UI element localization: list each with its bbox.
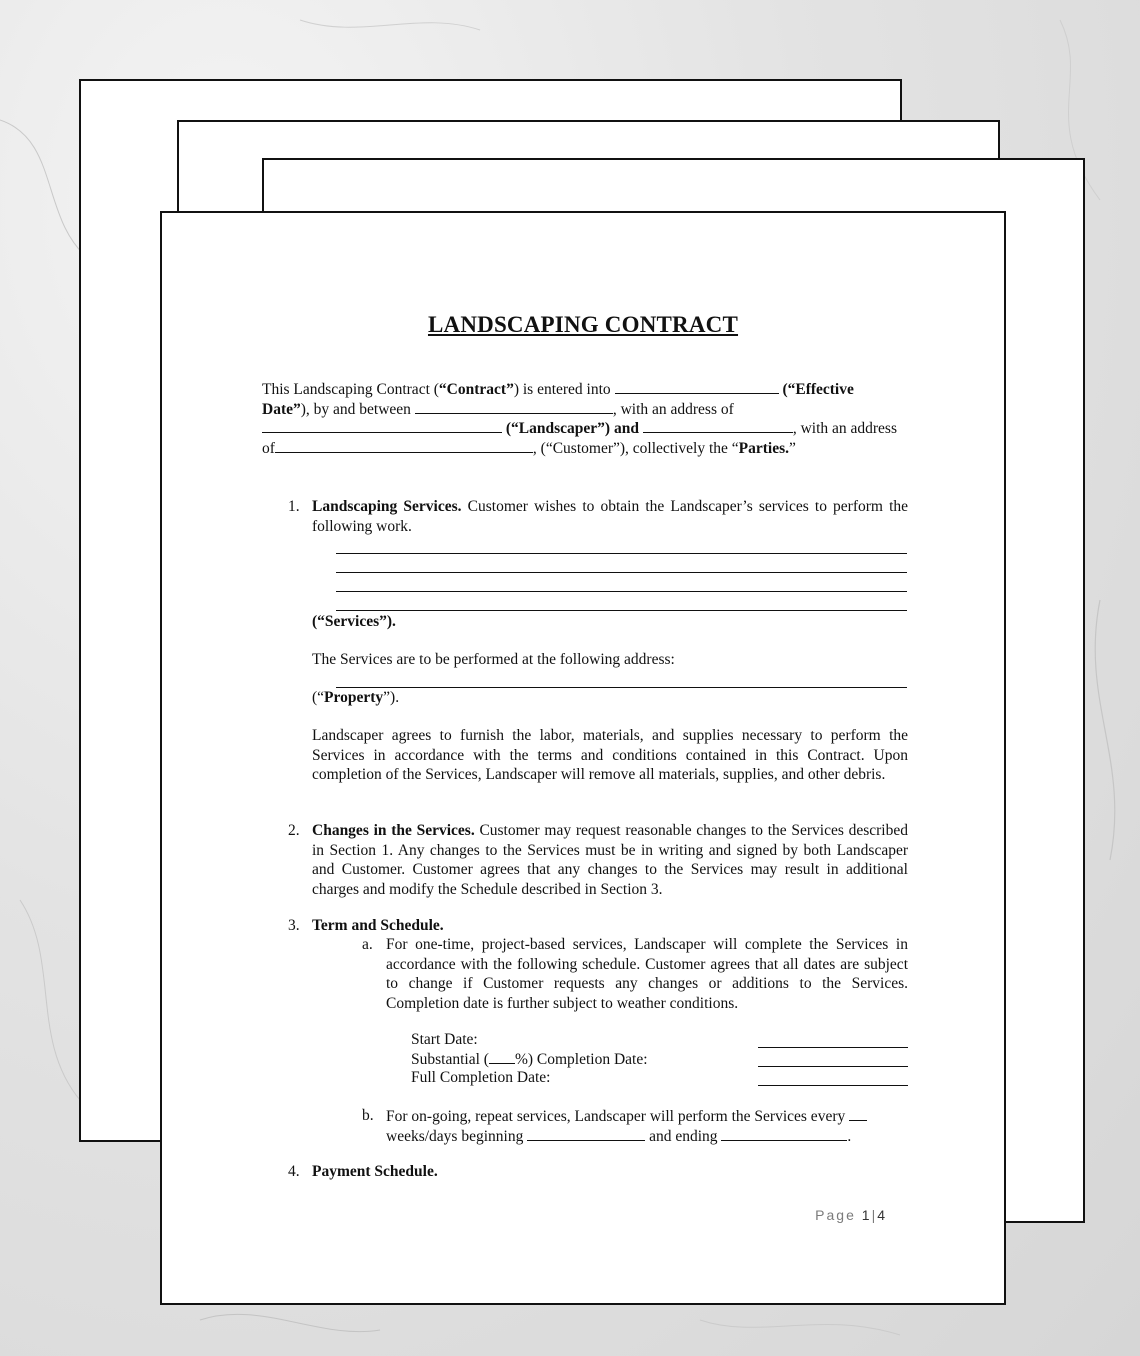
intro-paragraph	[262, 379, 902, 457]
intro-text: , with an address of	[612, 400, 734, 418]
document-title: LANDSCAPING CONTRACT	[427, 312, 739, 337]
customer-address-field[interactable]	[275, 438, 533, 453]
section-2	[288, 821, 908, 899]
intro-text: of	[262, 439, 275, 457]
section-heading: Payment Schedule.	[312, 1163, 438, 1180]
intro-text: This Landscaping Contract (	[262, 381, 439, 398]
contract-page	[160, 211, 1006, 1305]
intro-text: , (“Customer”), collectively the “	[532, 439, 739, 457]
subsection-marker: b.	[362, 1107, 374, 1124]
address-text: The Services are to be performed at the following address:	[312, 651, 675, 668]
full-completion-label: Full Completion Date:	[411, 1069, 551, 1086]
customer-name-field[interactable]	[643, 418, 793, 433]
page-word: Page	[815, 1207, 856, 1223]
section-3a	[362, 935, 908, 1013]
property-text: ”).	[383, 689, 400, 706]
intro-text: (“Effective	[782, 381, 854, 398]
section-number: 1.	[288, 498, 300, 515]
total-pages: 4	[877, 1207, 887, 1223]
end-date-field[interactable]	[721, 1126, 847, 1141]
section-text: Customer wishes to obtain the Landscaper’s services to perform the following work.	[312, 498, 909, 535]
start-date-field[interactable]	[758, 1030, 908, 1048]
subsection-text: For one-time, project-based services, Landscaper will complete the Services in accordance with the following schedule. Customer agrees that all dates are subject to change if Customer requests any changes or additions to the Services. Completion date is further subject to weather conditions.	[386, 936, 908, 1012]
document-body	[162, 213, 1004, 1303]
landscaper-name-field[interactable]	[415, 399, 613, 414]
services-line-2[interactable]	[336, 572, 907, 573]
intro-text: Parties.	[738, 439, 790, 457]
substantial-date-field[interactable]	[758, 1049, 908, 1067]
section-3b	[362, 1106, 908, 1145]
substantial-label: Substantial (	[411, 1051, 489, 1068]
services-line-3[interactable]	[336, 591, 907, 592]
start-date-row	[411, 1030, 908, 1049]
services-line-4[interactable]	[336, 610, 907, 611]
intro-text: Date”	[262, 400, 301, 418]
section-heading: Term and Schedule.	[312, 917, 444, 934]
page-number	[815, 1206, 887, 1226]
intro-text: ) is entered into	[513, 381, 611, 398]
subsection-text: For on-going, repeat services, Landscaper will perform the Services every	[386, 1108, 846, 1125]
section-1	[288, 497, 909, 536]
subsection-text: and ending	[649, 1127, 718, 1145]
substantial-date-row	[411, 1049, 908, 1068]
section-number: 4.	[288, 1163, 300, 1180]
frequency-field[interactable]	[849, 1106, 867, 1121]
intro-text: , with an address	[792, 420, 897, 437]
page-separator: |	[871, 1207, 878, 1223]
landscaper-address-field[interactable]	[262, 418, 502, 433]
subsection-text: .	[847, 1127, 852, 1145]
section-4	[288, 1162, 908, 1182]
subsection-text: weeks/days beginning	[386, 1127, 524, 1145]
section-number: 3.	[288, 917, 300, 934]
subsection-marker: a.	[362, 936, 373, 953]
property-text: (“	[312, 689, 325, 706]
current-page: 1	[861, 1207, 872, 1223]
start-date-label: Start Date:	[411, 1031, 478, 1048]
effective-date-field[interactable]	[615, 379, 779, 394]
section-text: Customer may request reasonable changes to the Services described in Section 1. Any changes to the Services must be in writing and signed by both Landscaper and Customer. Customer agrees that any changes to the Services may result in additional charges and modify the Schedule described in Section 3.	[312, 822, 908, 898]
section-heading: Landscaping Services.	[312, 498, 462, 515]
intro-text: (“Landscaper”) and	[505, 420, 639, 437]
section-heading: Changes in the Services.	[312, 822, 475, 839]
property-label	[312, 688, 908, 708]
services-label: (“Services”).	[312, 613, 396, 630]
full-completion-row	[411, 1068, 908, 1087]
section-3	[288, 916, 908, 936]
intro-text: ), by and between	[300, 400, 411, 418]
services-line-1[interactable]	[336, 553, 907, 554]
schedule-dates	[411, 1030, 908, 1087]
full-completion-field[interactable]	[758, 1068, 908, 1086]
section-number: 2.	[288, 822, 300, 839]
substantial-label: %) Completion Date:	[514, 1051, 648, 1068]
intro-text: “Contract”	[438, 381, 514, 398]
intro-text: ”	[789, 439, 796, 457]
property-text: Property	[324, 689, 384, 706]
substantial-percent-field[interactable]	[489, 1049, 515, 1064]
begin-date-field[interactable]	[527, 1126, 645, 1141]
section-1-paragraph: Landscaper agrees to furnish the labor, materials, and supplies necessary to perform the Services in accordance with the terms and conditions contained in this Contract. Upon completion of the Services, Landscaper will remove all materials, supplies, and other debris.	[312, 727, 908, 783]
